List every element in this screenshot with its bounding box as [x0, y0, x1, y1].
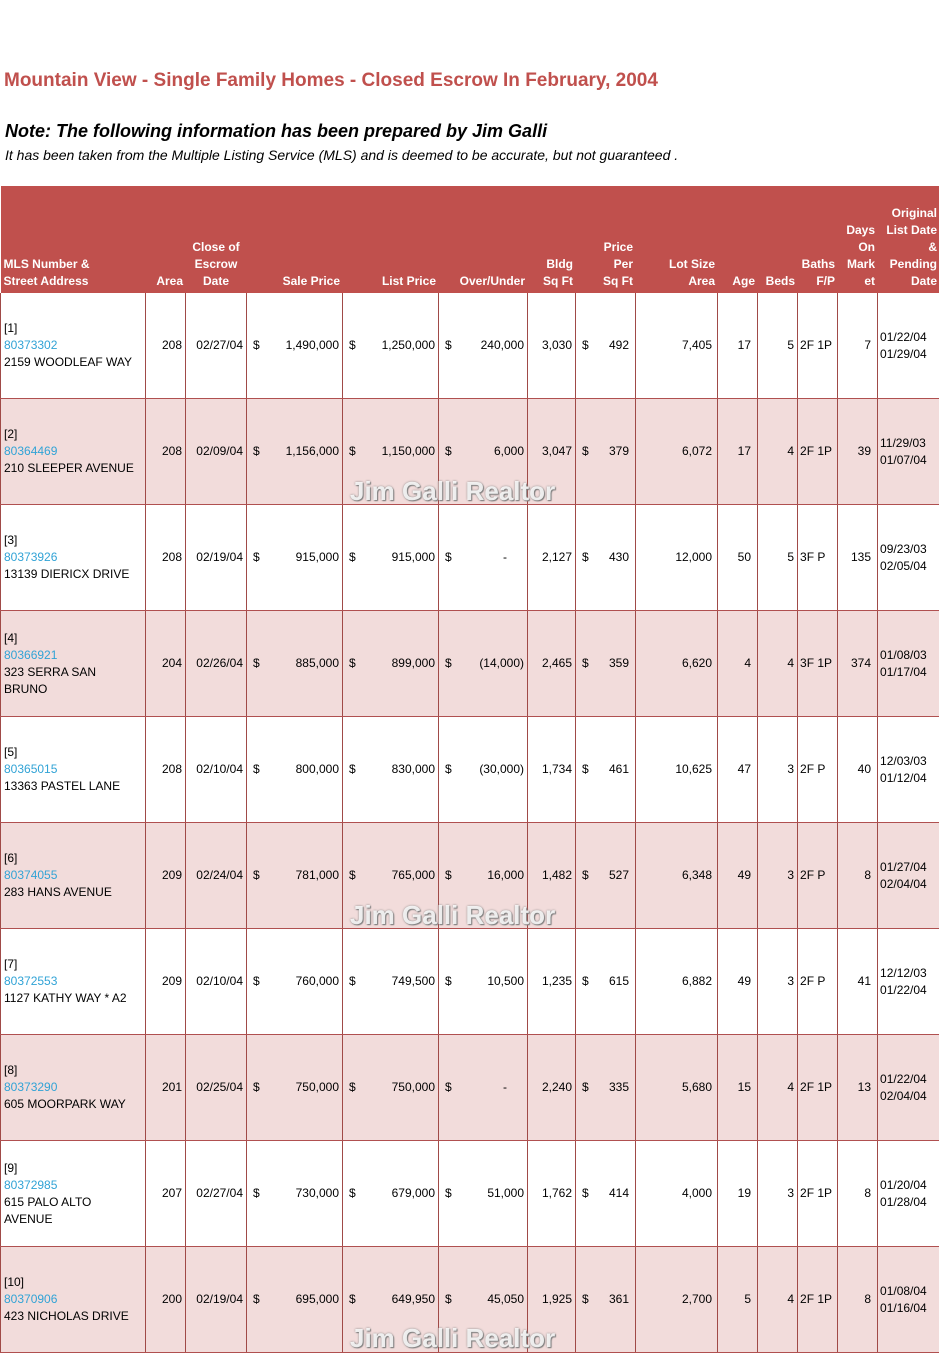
street-address: 605 MOORPARK WAY: [4, 1097, 126, 1111]
original-list-date: 01/20/04: [880, 1178, 927, 1192]
baths-cell: 2F P: [798, 823, 838, 929]
header-text-line: Over/Under: [460, 274, 525, 288]
header-list-pending-dates: [878, 186, 939, 293]
baths-cell: 3F P: [798, 505, 838, 611]
header-text-line: Sq Ft: [603, 274, 633, 288]
row-index: [7]: [4, 957, 17, 971]
price-per-sqft-cell: 615: [594, 929, 636, 1035]
currency-symbol: $: [576, 505, 594, 611]
bldg-sqft-cell: 3,047: [528, 399, 576, 505]
header-text-line: MLS Number &: [4, 257, 90, 271]
original-list-date: 01/27/04: [880, 860, 927, 874]
days-on-market-cell: 8: [838, 1247, 878, 1353]
baths-cell: 2F P: [798, 929, 838, 1035]
header-days-on-market: [838, 186, 878, 293]
age-cell: 15: [718, 1035, 758, 1141]
close-date-cell: 02/09/04: [186, 399, 247, 505]
over-under-cell: 10,500: [457, 929, 528, 1035]
row-index: [5]: [4, 745, 17, 759]
lot-size-cell: 12,000: [636, 505, 718, 611]
list-price-cell: 915,000: [361, 505, 439, 611]
currency-symbol: $: [247, 1141, 265, 1247]
dates-cell: [878, 929, 939, 1035]
beds-cell: 4: [758, 399, 798, 505]
lot-size-cell: 6,882: [636, 929, 718, 1035]
currency-symbol: $: [439, 929, 457, 1035]
street-address: 423 NICHOLAS DRIVE: [4, 1309, 129, 1323]
dates-cell: [878, 399, 939, 505]
mls-number-link[interactable]: 80365015: [4, 762, 57, 776]
header-text-line: List Price: [382, 274, 436, 288]
pending-date: 02/05/04: [880, 559, 927, 573]
address-cell: [1, 293, 146, 399]
beds-cell: 4: [758, 1035, 798, 1141]
currency-symbol: $: [343, 1247, 361, 1353]
age-cell: 17: [718, 293, 758, 399]
address-cell: [1, 717, 146, 823]
area-cell: 207: [146, 1141, 186, 1247]
baths-cell: 2F 1P: [798, 1141, 838, 1247]
beds-cell: 5: [758, 505, 798, 611]
table-row: [1, 717, 939, 823]
mls-number-link[interactable]: 80366921: [4, 648, 57, 662]
currency-symbol: $: [576, 1247, 594, 1353]
days-on-market-cell: 135: [838, 505, 878, 611]
area-cell: 209: [146, 823, 186, 929]
header-beds: [758, 186, 798, 293]
watermark: Jim Galli Realtor: [350, 1323, 555, 1354]
watermark: Jim Galli Realtor: [350, 476, 555, 507]
price-per-sqft-cell: 492: [594, 293, 636, 399]
table-row: [1, 505, 939, 611]
pending-date: 02/04/04: [880, 1089, 927, 1103]
table-row: [1, 611, 939, 717]
currency-symbol: $: [439, 399, 457, 505]
sale-price-cell: 781,000: [265, 823, 343, 929]
header-text-line: &: [928, 240, 937, 254]
dates-cell: [878, 717, 939, 823]
days-on-market-cell: 8: [838, 823, 878, 929]
bldg-sqft-cell: 2,240: [528, 1035, 576, 1141]
area-cell: 208: [146, 293, 186, 399]
header-text-line: Mark: [847, 257, 875, 271]
address-cell: [1, 611, 146, 717]
beds-cell: 3: [758, 717, 798, 823]
header-text-line: Area: [688, 274, 715, 288]
row-index: [6]: [4, 851, 17, 865]
header-text-line: On: [858, 240, 875, 254]
lot-size-cell: 6,072: [636, 399, 718, 505]
list-price-cell: 765,000: [361, 823, 439, 929]
dates-cell: [878, 823, 939, 929]
baths-cell: 2F 1P: [798, 1035, 838, 1141]
area-cell: 201: [146, 1035, 186, 1141]
original-list-date: 11/29/03: [880, 436, 926, 450]
close-date-cell: 02/19/04: [186, 1247, 247, 1353]
row-index: [9]: [4, 1161, 17, 1175]
over-under-cell: 240,000: [457, 293, 528, 399]
original-list-date: 12/12/03: [880, 966, 927, 980]
currency-symbol: $: [247, 717, 265, 823]
dates-cell: [878, 505, 939, 611]
beds-cell: 3: [758, 823, 798, 929]
age-cell: 49: [718, 823, 758, 929]
days-on-market-cell: 8: [838, 1141, 878, 1247]
mls-number-link[interactable]: 80372985: [4, 1178, 57, 1192]
close-date-cell: 02/10/04: [186, 717, 247, 823]
header-text-line: et: [864, 274, 875, 288]
currency-symbol: $: [343, 1035, 361, 1141]
lot-size-cell: 6,348: [636, 823, 718, 929]
currency-symbol: $: [576, 293, 594, 399]
area-cell: 200: [146, 1247, 186, 1353]
currency-symbol: $: [343, 717, 361, 823]
bldg-sqft-cell: 1,762: [528, 1141, 576, 1247]
note-heading: Note: The following information has been prepared by Jim Galli: [5, 121, 547, 142]
sale-price-cell: 800,000: [265, 717, 343, 823]
mls-number-link[interactable]: 80373302: [4, 338, 57, 352]
currency-symbol: $: [247, 929, 265, 1035]
header-text-line: Pending: [890, 257, 937, 271]
price-per-sqft-cell: 527: [594, 823, 636, 929]
row-index: [3]: [4, 533, 17, 547]
mls-number-link[interactable]: 80370906: [4, 1292, 57, 1306]
days-on-market-cell: 39: [838, 399, 878, 505]
lot-size-cell: 4,000: [636, 1141, 718, 1247]
header-text-line: Date: [911, 274, 937, 288]
pending-date: 01/29/04: [880, 347, 927, 361]
sale-price-cell: 885,000: [265, 611, 343, 717]
table-row: [1, 1141, 939, 1247]
currency-symbol: $: [343, 293, 361, 399]
header-text-line: Lot Size: [669, 257, 715, 271]
header-text-line: Street Address: [4, 274, 89, 288]
header-age: [718, 186, 758, 293]
currency-symbol: $: [576, 929, 594, 1035]
address-cell: [1, 399, 146, 505]
dates-cell: [878, 293, 939, 399]
header-text-line: Days: [846, 223, 875, 237]
street-address: 615 PALO ALTO AVENUE: [4, 1195, 91, 1226]
baths-cell: 2F 1P: [798, 399, 838, 505]
price-per-sqft-cell: 430: [594, 505, 636, 611]
header-text-line: Bldg: [546, 257, 573, 271]
area-cell: 204: [146, 611, 186, 717]
address-cell: [1, 929, 146, 1035]
street-address: 323 SERRA SAN BRUNO: [4, 665, 96, 696]
price-per-sqft-cell: 461: [594, 717, 636, 823]
days-on-market-cell: 374: [838, 611, 878, 717]
street-address: 210 SLEEPER AVENUE: [4, 461, 134, 475]
bldg-sqft-cell: 2,465: [528, 611, 576, 717]
pending-date: 01/17/04: [880, 665, 927, 679]
over-under-cell: 6,000: [457, 399, 528, 505]
close-date-cell: 02/25/04: [186, 1035, 247, 1141]
currency-symbol: $: [439, 505, 457, 611]
lot-size-cell: 2,700: [636, 1247, 718, 1353]
row-index: [1]: [4, 321, 17, 335]
currency-symbol: $: [439, 717, 457, 823]
header-text-line: Baths: [802, 257, 835, 271]
age-cell: 19: [718, 1141, 758, 1247]
original-list-date: 01/22/04: [880, 330, 927, 344]
header-over-under: [439, 186, 528, 293]
dates-cell: [878, 1247, 939, 1353]
header-bldg-sqft: [528, 186, 576, 293]
mls-number-link[interactable]: 80374055: [4, 868, 57, 882]
address-cell: [1, 823, 146, 929]
row-index: [10]: [4, 1275, 24, 1289]
pending-date: 01/07/04: [880, 453, 927, 467]
price-per-sqft-cell: 359: [594, 611, 636, 717]
currency-symbol: $: [576, 1035, 594, 1141]
bldg-sqft-cell: 1,734: [528, 717, 576, 823]
street-address: 1127 KATHY WAY * A2: [4, 991, 127, 1005]
lot-size-cell: 5,680: [636, 1035, 718, 1141]
dates-cell: [878, 1141, 939, 1247]
address-cell: [1, 1035, 146, 1141]
area-cell: 208: [146, 505, 186, 611]
days-on-market-cell: 13: [838, 1035, 878, 1141]
list-price-cell: 750,000: [361, 1035, 439, 1141]
list-price-cell: 679,000: [361, 1141, 439, 1247]
header-price-per-sqft: [576, 186, 636, 293]
over-under-cell: (14,000): [457, 611, 528, 717]
close-date-cell: 02/24/04: [186, 823, 247, 929]
pending-date: 02/04/04: [880, 877, 927, 891]
close-date-cell: 02/26/04: [186, 611, 247, 717]
list-price-cell: 830,000: [361, 717, 439, 823]
dates-cell: [878, 1035, 939, 1141]
over-under-cell: 51,000: [457, 1141, 528, 1247]
area-cell: 208: [146, 717, 186, 823]
beds-cell: 3: [758, 1141, 798, 1247]
watermark: Jim Galli Realtor: [350, 900, 555, 931]
currency-symbol: $: [247, 1035, 265, 1141]
bldg-sqft-cell: 1,482: [528, 823, 576, 929]
listings-table: [0, 186, 939, 1353]
currency-symbol: $: [343, 1141, 361, 1247]
original-list-date: 01/08/03: [880, 648, 927, 662]
header-text-line: Beds: [766, 274, 795, 288]
currency-symbol: $: [576, 611, 594, 717]
beds-cell: 4: [758, 1247, 798, 1353]
close-date-cell: 02/19/04: [186, 505, 247, 611]
original-list-date: 01/22/04: [880, 1072, 927, 1086]
mls-number-link[interactable]: 80364469: [4, 444, 57, 458]
currency-symbol: $: [247, 399, 265, 505]
list-price-cell: 749,500: [361, 929, 439, 1035]
mls-number-link[interactable]: 80372553: [4, 974, 57, 988]
header-text-line: Date: [203, 274, 229, 288]
age-cell: 49: [718, 929, 758, 1035]
sale-price-cell: 760,000: [265, 929, 343, 1035]
list-price-cell: 1,250,000: [361, 293, 439, 399]
currency-symbol: $: [343, 929, 361, 1035]
price-per-sqft-cell: 379: [594, 399, 636, 505]
street-address: 283 HANS AVENUE: [4, 885, 112, 899]
table-header-row: [1, 186, 939, 293]
street-address: 13139 DIERICX DRIVE: [4, 567, 129, 581]
bldg-sqft-cell: 1,925: [528, 1247, 576, 1353]
area-cell: 208: [146, 399, 186, 505]
currency-symbol: $: [576, 823, 594, 929]
currency-symbol: $: [343, 505, 361, 611]
age-cell: 50: [718, 505, 758, 611]
header-text-line: Sq Ft: [543, 274, 573, 288]
header-list-price: [343, 186, 439, 293]
sale-price-cell: 1,490,000: [265, 293, 343, 399]
row-index: [2]: [4, 427, 17, 441]
lot-size-cell: 7,405: [636, 293, 718, 399]
note-disclaimer: It has been taken from the Multiple Listing Service (MLS) and is deemed to be accurate, but not guaranteed .: [5, 147, 678, 163]
beds-cell: 5: [758, 293, 798, 399]
currency-symbol: $: [247, 611, 265, 717]
header-text-line: F/P: [816, 274, 835, 288]
address-cell: [1, 505, 146, 611]
close-date-cell: 02/27/04: [186, 1141, 247, 1247]
header-text-line: Original: [892, 206, 937, 220]
header-close-date: [186, 186, 247, 293]
currency-symbol: $: [439, 293, 457, 399]
currency-symbol: $: [439, 1247, 457, 1353]
address-cell: [1, 1141, 146, 1247]
sale-price-cell: 750,000: [265, 1035, 343, 1141]
sale-price-cell: 915,000: [265, 505, 343, 611]
beds-cell: 3: [758, 929, 798, 1035]
currency-symbol: $: [343, 399, 361, 505]
header-sale-price: [247, 186, 343, 293]
list-price-cell: 649,950: [361, 1247, 439, 1353]
over-under-cell: -: [457, 1035, 528, 1141]
currency-symbol: $: [247, 505, 265, 611]
currency-symbol: $: [343, 823, 361, 929]
header-area: [146, 186, 186, 293]
pending-date: 01/28/04: [880, 1195, 927, 1209]
mls-number-link[interactable]: 80373290: [4, 1080, 57, 1094]
currency-symbol: $: [576, 717, 594, 823]
sale-price-cell: 730,000: [265, 1141, 343, 1247]
days-on-market-cell: 41: [838, 929, 878, 1035]
currency-symbol: $: [439, 611, 457, 717]
baths-cell: 2F P: [798, 717, 838, 823]
price-per-sqft-cell: 361: [594, 1247, 636, 1353]
age-cell: 4: [718, 611, 758, 717]
area-cell: 209: [146, 929, 186, 1035]
row-index: [4]: [4, 631, 17, 645]
header-baths: [798, 186, 838, 293]
table-row: [1, 293, 939, 399]
baths-cell: 3F 1P: [798, 611, 838, 717]
currency-symbol: $: [439, 1141, 457, 1247]
currency-symbol: $: [439, 823, 457, 929]
currency-symbol: $: [576, 399, 594, 505]
close-date-cell: 02/27/04: [186, 293, 247, 399]
days-on-market-cell: 7: [838, 293, 878, 399]
table-row: [1, 1035, 939, 1141]
pending-date: 01/22/04: [880, 983, 927, 997]
currency-symbol: $: [576, 1141, 594, 1247]
header-text-line: Price: [604, 240, 633, 254]
header-text-line: Escrow: [195, 257, 238, 271]
report-title: Mountain View - Single Family Homes - Closed Escrow In February, 2004: [4, 70, 658, 92]
sale-price-cell: 695,000: [265, 1247, 343, 1353]
price-per-sqft-cell: 414: [594, 1141, 636, 1247]
price-per-sqft-cell: 335: [594, 1035, 636, 1141]
baths-cell: 2F 1P: [798, 293, 838, 399]
street-address: 13363 PASTEL LANE: [4, 779, 120, 793]
beds-cell: 4: [758, 611, 798, 717]
pending-date: 01/16/04: [880, 1301, 927, 1315]
header-text-line: Per: [614, 257, 633, 271]
over-under-cell: 45,050: [457, 1247, 528, 1353]
mls-number-link[interactable]: 80373926: [4, 550, 57, 564]
street-address: 2159 WOODLEAF WAY: [4, 355, 132, 369]
header-text-line: Area: [156, 274, 183, 288]
close-date-cell: 02/10/04: [186, 929, 247, 1035]
header-text-line: Age: [732, 274, 755, 288]
bldg-sqft-cell: 1,235: [528, 929, 576, 1035]
over-under-cell: 16,000: [457, 823, 528, 929]
original-list-date: 01/08/04: [880, 1284, 927, 1298]
list-price-cell: 1,150,000: [361, 399, 439, 505]
lot-size-cell: 6,620: [636, 611, 718, 717]
lot-size-cell: 10,625: [636, 717, 718, 823]
bldg-sqft-cell: 3,030: [528, 293, 576, 399]
currency-symbol: $: [247, 1247, 265, 1353]
currency-symbol: $: [343, 611, 361, 717]
list-price-cell: 899,000: [361, 611, 439, 717]
age-cell: 17: [718, 399, 758, 505]
header-mls-address: [1, 186, 146, 293]
age-cell: 5: [718, 1247, 758, 1353]
currency-symbol: $: [439, 1035, 457, 1141]
bldg-sqft-cell: 2,127: [528, 505, 576, 611]
over-under-cell: -: [457, 505, 528, 611]
over-under-cell: (30,000): [457, 717, 528, 823]
address-cell: [1, 1247, 146, 1353]
table-row: [1, 929, 939, 1035]
header-text-line: Close of: [192, 240, 239, 254]
original-list-date: 09/23/03: [880, 542, 927, 556]
header-text-line: Sale Price: [283, 274, 340, 288]
currency-symbol: $: [247, 293, 265, 399]
sale-price-cell: 1,156,000: [265, 399, 343, 505]
baths-cell: 2F 1P: [798, 1247, 838, 1353]
age-cell: 47: [718, 717, 758, 823]
dates-cell: [878, 611, 939, 717]
pending-date: 01/12/04: [880, 771, 927, 785]
original-list-date: 12/03/03: [880, 754, 927, 768]
row-index: [8]: [4, 1063, 17, 1077]
header-text-line: List Date: [886, 223, 937, 237]
days-on-market-cell: 40: [838, 717, 878, 823]
currency-symbol: $: [247, 823, 265, 929]
header-lot-size: [636, 186, 718, 293]
